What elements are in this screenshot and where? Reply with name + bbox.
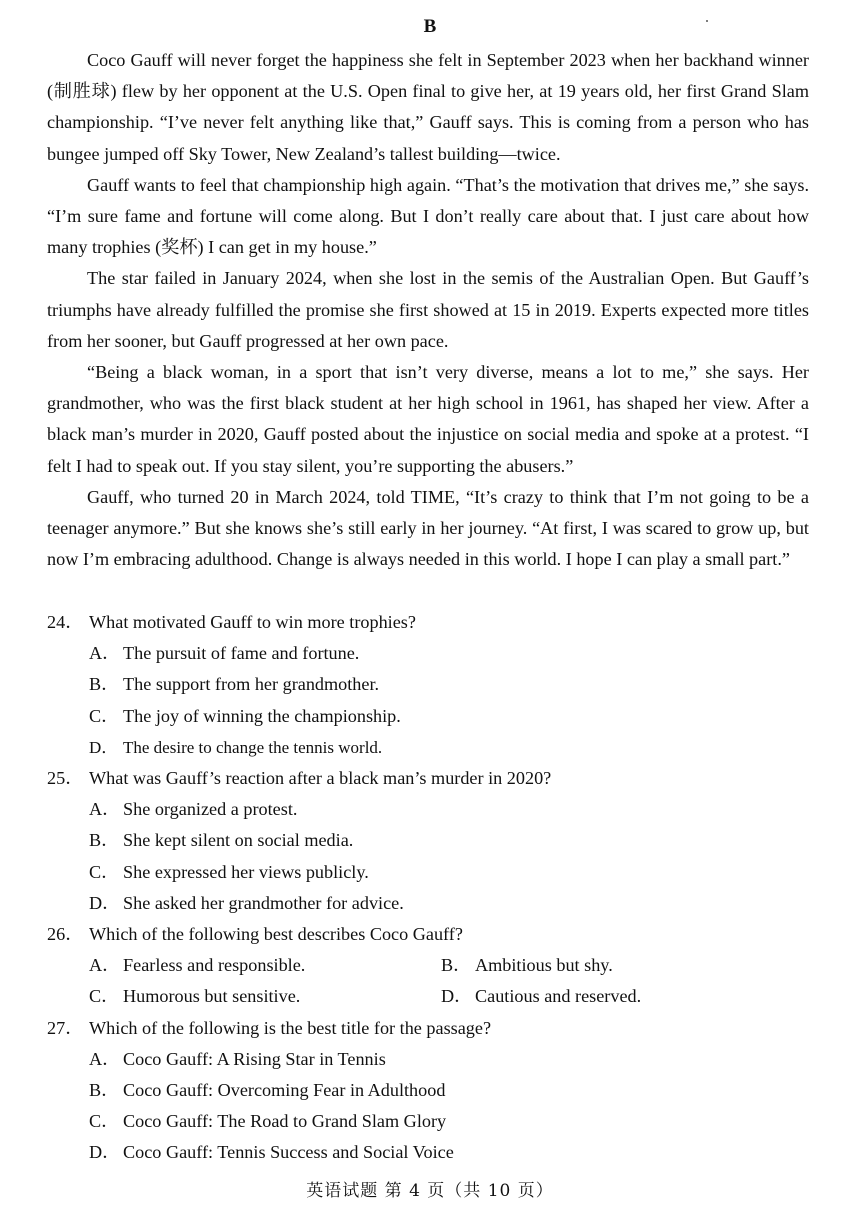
option-c <box>47 1106 817 1137</box>
question-text: Which of the following is the best title for the passage? <box>89 1017 492 1038</box>
question-number: 25． <box>47 768 84 789</box>
option-text: She organized a protest. <box>123 799 298 820</box>
option-text: She kept silent on social media. <box>123 830 354 851</box>
option-letter: B． <box>441 955 472 976</box>
question-24 <box>47 607 817 763</box>
question-number: 26． <box>47 924 84 945</box>
option-text: Ambitious but shy. <box>475 955 613 976</box>
option-text: She expressed her views publicly. <box>123 861 369 882</box>
option-text: Humorous but sensitive. <box>123 986 301 1007</box>
option-text: She asked her grandmother for advice. <box>123 892 404 913</box>
option-row-2 <box>47 981 817 1012</box>
option-text: Coco Gauff: A Rising Star in Tennis <box>123 1048 386 1069</box>
option-letter: C． <box>89 1111 120 1132</box>
option-letter: D． <box>89 892 121 913</box>
question-text: What was Gauff’s reaction after a black man’s murder in 2020? <box>89 768 552 789</box>
question-stem <box>47 1013 817 1044</box>
option-letter: C． <box>89 861 120 882</box>
option-b <box>47 1075 817 1106</box>
question-text: Which of the following best describes Coco Gauff? <box>89 924 463 945</box>
option-letter: A． <box>89 1048 121 1069</box>
question-text: What motivated Gauff to win more trophies? <box>89 612 416 632</box>
option-b <box>47 669 817 700</box>
option-letter: D． <box>89 1142 121 1163</box>
question-26 <box>47 919 817 1013</box>
reading-passage <box>47 45 809 575</box>
option-text: Fearless and responsible. <box>123 955 306 976</box>
option-c <box>47 857 817 888</box>
passage-paragraph-4: “Being a black woman, in a sport that isn’t very diverse, means a lot to me,” she says. Her grandmother, who was the first black student at her high school in 1961, has shaped her view. After a black man’s murder in 2020, Gauff posted about the injustice on social media and spoke at a protest. “I felt I had to speak out. If you stay silent, you’re supporting the abusers.” <box>47 362 809 476</box>
option-text: Coco Gauff: Overcoming Fear in Adulthood <box>123 1080 446 1101</box>
option-text: The joy of winning the championship. <box>123 705 401 726</box>
option-c <box>47 981 441 1012</box>
option-b <box>47 825 817 856</box>
question-25 <box>47 763 817 919</box>
option-text: Coco Gauff: The Road to Grand Slam Glory <box>123 1111 447 1132</box>
option-d <box>47 732 817 763</box>
option-text: Cautious and reserved. <box>475 986 642 1007</box>
option-a <box>47 950 441 981</box>
option-d <box>47 1137 817 1168</box>
passage-paragraph-3: The star failed in January 2024, when she lost in the semis of the Australian Open. But Gauff’s triumphs have already fulfilled the promise she first showed at 15 in 2019. Experts expected more titles from her sooner, but Gauff progressed at her own pace. <box>47 268 809 351</box>
section-letter: B <box>423 16 437 37</box>
question-stem <box>47 919 817 950</box>
option-letter: A． <box>89 799 121 820</box>
option-a <box>47 794 817 825</box>
question-27 <box>47 1013 817 1169</box>
option-letter: C． <box>89 705 120 726</box>
option-text: The desire to change the tennis world. <box>123 737 383 757</box>
option-letter: A． <box>89 643 121 664</box>
option-text: The pursuit of fame and fortune. <box>123 643 360 664</box>
passage-paragraph-2: Gauff wants to feel that championship high again. “That’s the motivation that drives me,” she says. “I’m sure fame and fortune will come along. But I don’t really care about that. I just care about how many trophies (奖杯) I can get in my house.” <box>47 174 809 258</box>
option-text: The support from her grandmother. <box>123 674 380 695</box>
option-letter: D． <box>441 986 473 1007</box>
option-a <box>47 638 817 669</box>
passage-paragraph-1: Coco Gauff will never forget the happiness she felt in September 2023 when her backhand winner (制胜球) flew by her opponent at the U.S. Open final to give her, at 19 years old, her first Grand Slam championship. “I’ve never felt anything like that,” Gauff says. This is coming from a person who has bungee jumped off Sky Tower, New Zealand’s tallest building—twice. <box>47 50 809 164</box>
option-b <box>441 950 793 981</box>
option-d <box>441 981 793 1012</box>
option-d <box>47 888 817 919</box>
option-a <box>47 1044 817 1075</box>
question-list <box>47 607 817 1169</box>
option-letter: D． <box>89 737 119 757</box>
option-c <box>47 701 817 732</box>
passage-paragraph-5: Gauff, who turned 20 in March 2024, told TIME, “It’s crazy to think that I’m not going to be a teenager anymore.” But she knows she’s still early in her journey. “At first, I was scared to grow up, but now I’m embracing adulthood. Change is always needed in this world. I hope I can play a small part.” <box>47 486 809 570</box>
option-letter: B． <box>89 1080 120 1101</box>
option-letter: C． <box>89 986 120 1007</box>
option-text: Coco Gauff: Tennis Success and Social Voice <box>123 1142 454 1163</box>
question-number: 24． <box>47 612 84 632</box>
option-letter: A． <box>89 955 121 976</box>
question-number: 27． <box>47 1017 84 1038</box>
option-row-1 <box>47 950 817 981</box>
option-letter: B． <box>89 674 120 695</box>
option-letter: B． <box>89 830 120 851</box>
question-stem <box>47 607 817 638</box>
page-footer: 英语试题 第 4 页（共 10 页） <box>306 1181 554 1201</box>
question-stem <box>47 763 817 794</box>
